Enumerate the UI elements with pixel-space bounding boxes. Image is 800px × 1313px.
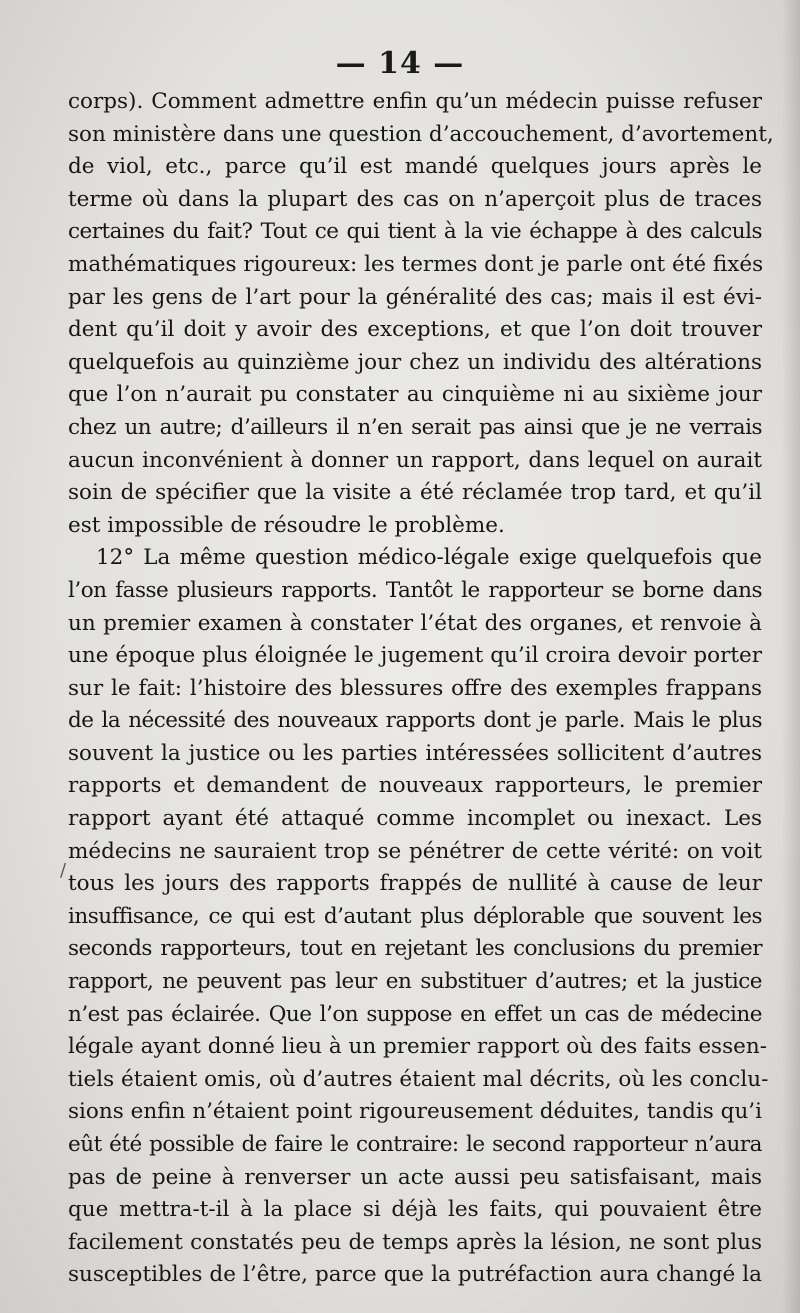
text-line: dent qu’il doit y avoir des exceptions, et que l’on doit trouver [68,317,762,343]
text-line: de viol, etc., parce qu’il est mandé quelques jours après le [68,154,762,180]
text-line: n’est pas éclairée. Que l’on suppose en effet un cas de médecine [68,1001,762,1027]
text-line: certaines du fait? Tout ce qui tient à la vie échappe à des calculs [68,219,762,245]
text-line: aucun inconvénient à donner un rapport, dans lequel on aurait [68,447,762,473]
text-line: mathématiques rigoureux: les termes dont je parle ont été fixés [68,251,764,277]
text-line: est impossible de résoudre le problème. [68,512,505,538]
text-line: légale ayant donné lieu à un premier rapport où des faits essen- [68,1034,767,1060]
text-line: corps). Comment admettre enfin qu’un médecin puisse refuser [68,89,762,114]
text-line: sions enfin n’étaient point rigoureusement déduites, tandis qu’i [68,1099,762,1125]
text-line: tous les jours des rapports frappés de nullité à cause de leur [68,871,762,897]
text-line: une époque plus éloignée le jugement qu’il croira devoir porter [68,643,762,669]
text-line: eût été possible de faire le contraire: le second rapporteur n’aura [68,1132,762,1157]
page-number: — 14 — [335,46,465,81]
text-line: l’on fasse plusieurs rapports. Tantôt le rapporteur se borne dans [68,577,762,603]
text-line: souvent la justice ou les parties intéressées sollicitent d’autres [68,740,762,766]
text-line: soin de spécifier que la visite a été réclamée trop tard, et qu’il [68,480,762,506]
text-line: médecins ne sauraient trop se pénétrer de cette vérité: on voit [68,838,762,864]
body-text [68,86,774,1292]
text-line: de la nécessité des nouveaux rapports dont je parle. Mais le plus [68,708,762,734]
text-line: son ministère dans une question d’accouchement, d’avortement, [68,121,774,147]
text-line: insuffisance, ce qui est d’autant plus déplorable que souvent les [68,903,762,929]
text-line: que mettra-t-il à la place si déjà les faits, qui pouvaient être [68,1197,762,1223]
text-line: susceptibles de l’être, parce que la putréfaction aura changé la [68,1262,762,1288]
text-line: terme où dans la plupart des cas on n’aperçoit plus de traces [68,186,762,212]
text-line: rapport ayant été attaqué comme incomplet ou inexact. Les [68,806,762,832]
text-line: seconds rapporteurs, tout en rejetant les conclusions du premier [68,936,762,962]
text-line: 12° La même question médico-légale exige quelquefois que [96,545,762,571]
text-line: rapport, ne peuvent pas leur en substituer d’autres; et la justice [68,969,762,995]
page-edge-shadow [782,0,800,1313]
text-line: chez un autre; d’ailleurs il n’en serait pas ainsi que je ne verrais [68,414,762,440]
text-line: tiels étaient omis, où d’autres étaient mal décrits, où les conclu- [68,1066,769,1092]
margin-mark: / [60,860,67,881]
text-line: que l’on n’aurait pu constater au cinquième ni au sixième jour [68,382,762,408]
text-line: sur le fait: l’histoire des blessures offre des exemples frappans [68,675,762,701]
text-line: par les gens de l’art pour la généralité des cas; mais il est évi- [68,284,762,310]
text-line: quelquefois au quinzième jour chez un individu des altérations [68,349,762,375]
text-line: pas de peine à renverser un acte aussi peu satisfaisant, mais [68,1164,762,1190]
text-line: un premier examen à constater l’état des organes, et renvoie à [68,610,762,636]
text-line: facilement constatés peu de temps après la lésion, ne sont plus [68,1229,762,1255]
text-line: rapports et demandent de nouveaux rapporteurs, le premier [68,773,762,799]
